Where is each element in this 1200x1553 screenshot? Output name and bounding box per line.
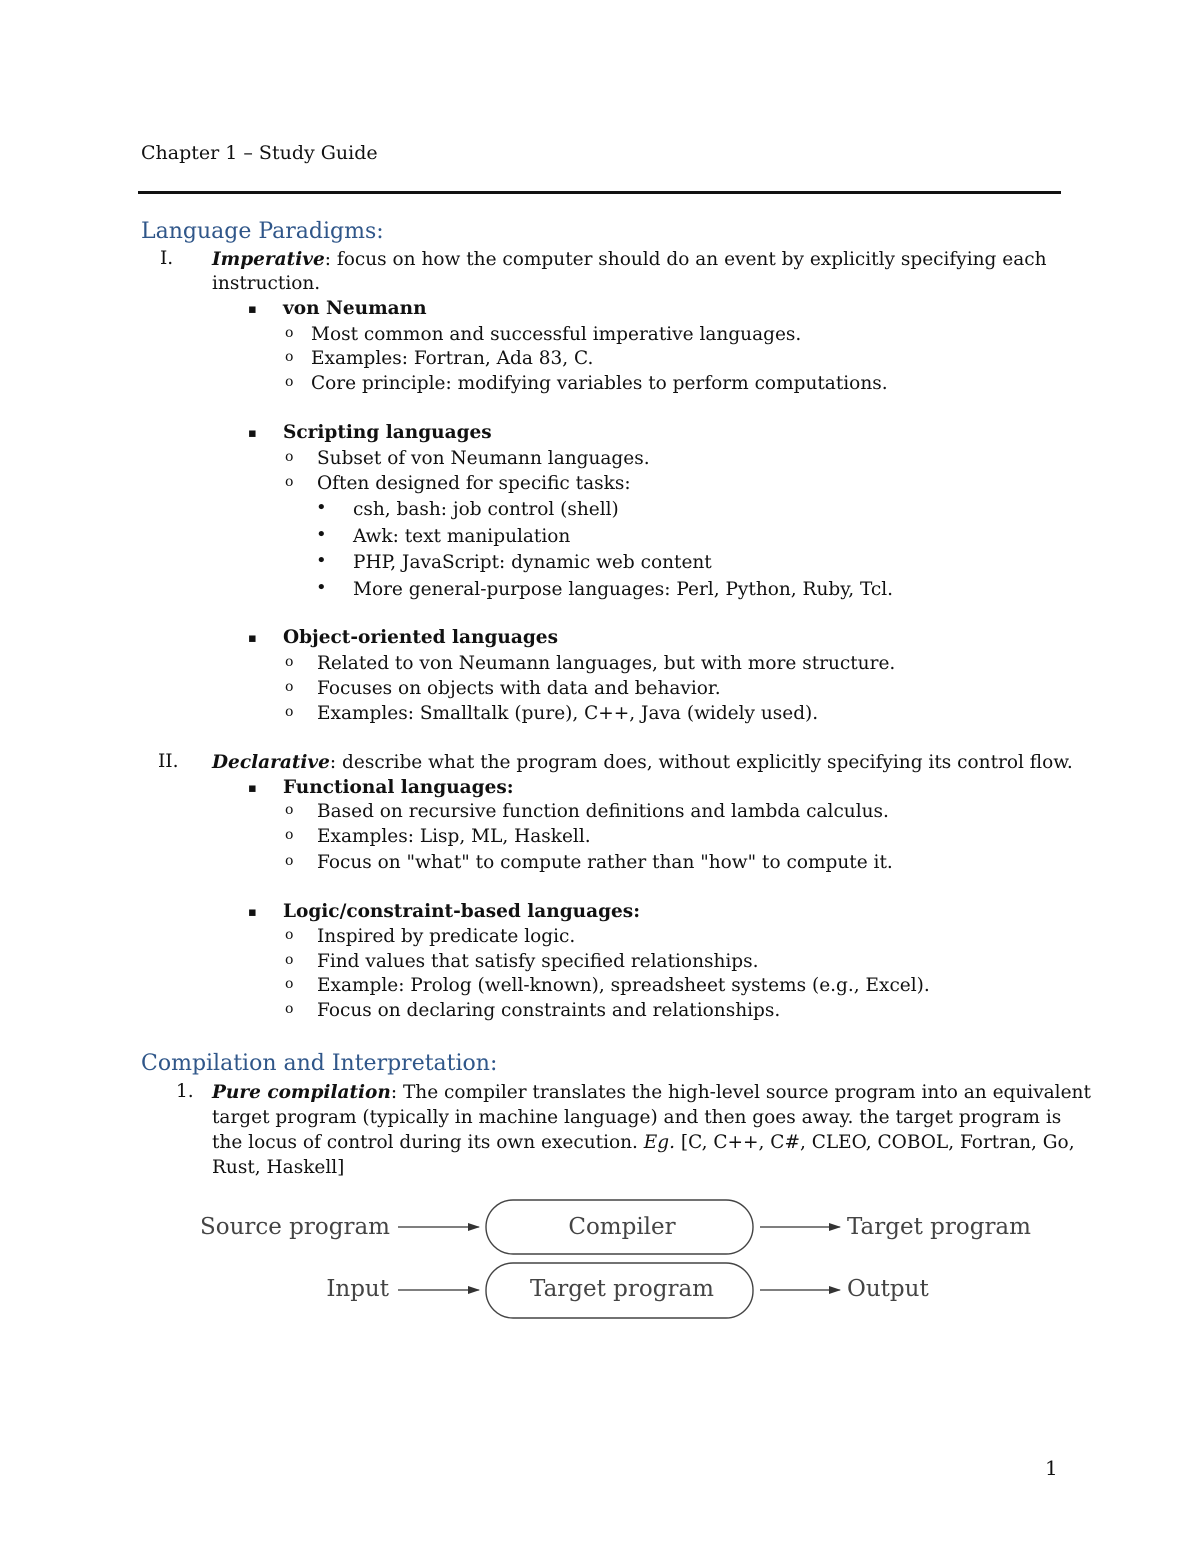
circle-bullet: o: [285, 704, 294, 720]
pure-compilation-desc-cont: Rust, Haskell]: [212, 1157, 345, 1178]
section-heading-compilation: Compilation and Interpretation:: [141, 1051, 498, 1076]
list-item: Focus on "what" to compute rather than "how" to compute it.: [317, 852, 893, 873]
page-header: Chapter 1 – Study Guide: [141, 142, 378, 164]
section-heading-language-paradigms: Language Paradigms:: [141, 219, 384, 244]
diagram-output-label: Output: [847, 1276, 929, 1302]
diagram-target-label: Target program: [847, 1214, 1031, 1240]
list-item: Related to von Neumann languages, but with more structure.: [317, 653, 896, 674]
diagram-source-label: Source program: [199, 1214, 390, 1240]
diagram-compiler-label: Compiler: [568, 1214, 676, 1240]
circle-bullet: o: [285, 802, 294, 818]
circle-bullet: o: [285, 654, 294, 670]
circle-bullet: o: [285, 976, 294, 992]
square-bullet: ▪: [248, 631, 257, 646]
dot-bullet: •: [316, 524, 327, 545]
functional-title: Functional languages:: [283, 777, 514, 798]
list-item: Core principle: modifying variables to perform computations.: [311, 373, 888, 394]
circle-bullet: o: [285, 325, 294, 341]
list-item: Inspired by predicate logic.: [317, 926, 576, 947]
square-bullet: ▪: [248, 905, 257, 920]
list-item: Examples: Smalltalk (pure), C++, Java (widely used).: [317, 703, 819, 724]
list-item: Subset of von Neumann languages.: [317, 448, 650, 469]
declarative-desc: : describe what the program does, without explicitly specifying its control flow.: [329, 752, 1073, 773]
logic-title: Logic/constraint-based languages:: [283, 901, 641, 922]
list-item: Focuses on objects with data and behavior.: [317, 678, 721, 699]
square-bullet: ▪: [248, 781, 257, 796]
circle-bullet: o: [285, 349, 294, 365]
circle-bullet: o: [285, 827, 294, 843]
pure-compilation-desc-cont: target program (typically in machine language) and then goes away. the target program is: [212, 1107, 1062, 1128]
circle-bullet: o: [285, 474, 294, 490]
list-item: Often designed for specific tasks:: [317, 473, 631, 494]
list-item: Examples: Fortran, Ada 83, C.: [311, 348, 594, 369]
diagram-input-label: Input: [326, 1276, 389, 1302]
circle-bullet: o: [285, 952, 294, 968]
list-item: Find values that satisfy specified relationships.: [317, 951, 759, 972]
list-item: Example: Prolog (well-known), spreadsheet systems (e.g., Excel).: [317, 975, 930, 996]
page-number: 1: [1045, 1456, 1058, 1480]
list-subitem: csh, bash: job control (shell): [353, 499, 619, 520]
desc-text: [C, C++, C#, CLEO, COBOL, Fortran, Go,: [675, 1132, 1075, 1153]
circle-bullet: o: [285, 927, 294, 943]
pure-compilation-term: Pure compilation: [212, 1082, 391, 1103]
square-bullet: ▪: [248, 426, 257, 441]
circle-bullet: o: [285, 679, 294, 695]
object-oriented-title: Object-oriented languages: [283, 627, 558, 648]
list-item: Focus on declaring constraints and relationships.: [317, 1000, 781, 1021]
circle-bullet: o: [285, 449, 294, 465]
list-marker: 1.: [176, 1081, 194, 1102]
list-subitem: PHP, JavaScript: dynamic web content: [353, 552, 712, 573]
circle-bullet: o: [285, 1001, 294, 1017]
von-neumann-title: von Neumann: [283, 298, 427, 319]
diagram-target-program-label: Target program: [530, 1276, 714, 1302]
circle-bullet: o: [285, 853, 294, 869]
list-subitem: More general-purpose languages: Perl, Python, Ruby, Tcl.: [353, 579, 894, 600]
dot-bullet: •: [316, 497, 327, 518]
pure-compilation-desc: : The compiler translates the high-level source program into an equivalent: [390, 1082, 1091, 1103]
list-item: Most common and successful imperative languages.: [311, 324, 802, 345]
imperative-term: Imperative: [212, 249, 325, 270]
scripting-title: Scripting languages: [283, 422, 492, 443]
imperative-desc: : focus on how the computer should do an event by explicitly specifying each: [324, 249, 1047, 270]
declarative-term: Declarative: [212, 752, 330, 773]
list-marker: II.: [158, 751, 179, 772]
list-item: Based on recursive function definitions and lambda calculus.: [317, 801, 889, 822]
list-subitem: Awk: text manipulation: [353, 526, 571, 547]
eg-label: Eg.: [643, 1132, 676, 1153]
imperative-desc-cont: instruction.: [212, 273, 321, 294]
list-item: Examples: Lisp, ML, Haskell.: [317, 826, 591, 847]
dot-bullet: •: [316, 550, 327, 571]
list-marker: I.: [160, 248, 174, 269]
square-bullet: ▪: [248, 302, 257, 317]
dot-bullet: •: [316, 577, 327, 598]
desc-text: the locus of control during its own execution.: [212, 1132, 644, 1153]
circle-bullet: o: [285, 374, 294, 390]
